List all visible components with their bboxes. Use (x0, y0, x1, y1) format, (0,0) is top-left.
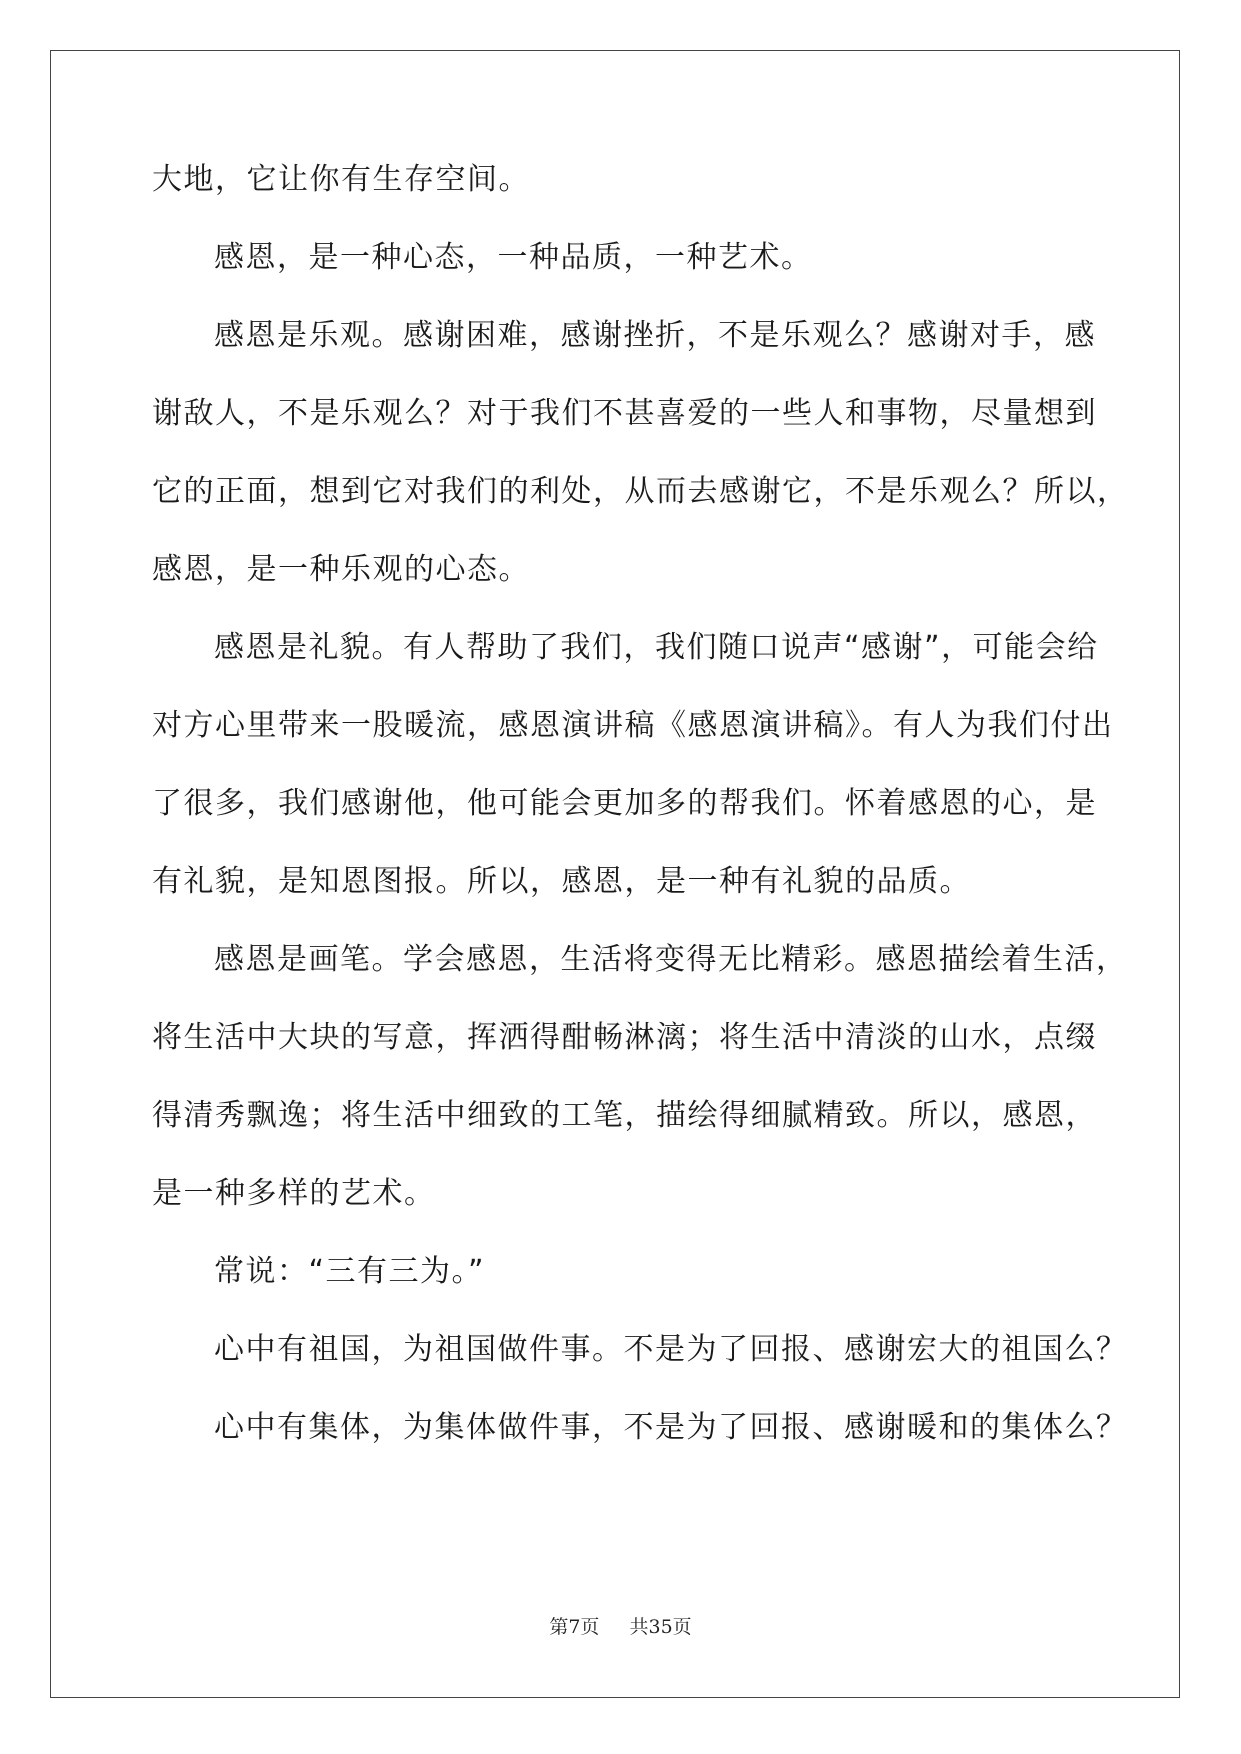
paragraph (152, 630, 1114, 945)
paragraph (152, 240, 1092, 321)
paragraph (152, 942, 1128, 1257)
text-line: 了很多，我们感谢他，他可能会更加多的帮我们。怀着感恩的心，是 (152, 786, 1097, 821)
text-line: 常说：“三有三为。” (214, 1254, 486, 1289)
text-line: 感恩，是一种心态，一种品质，一种艺术。 (214, 240, 813, 275)
text-line: 将生活中大块的写意，挥洒得酣畅淋漓；将生活中清淡的山水，点缀 (152, 1020, 1097, 1055)
text-line: 感恩是乐观。感谢困难，感谢挫折，不是乐观么？感谢对手，感 (214, 318, 1096, 353)
text-line: 谢敌人，不是乐观么？对于我们不甚喜爱的一些人和事物，尽量想到 (152, 396, 1097, 431)
text-line: 心中有祖国，为祖国做件事。不是为了回报、感谢宏大的祖国么？ (214, 1332, 1128, 1367)
text-line: 感恩是礼貌。有人帮助了我们，我们随口说声“感谢”，可能会给 (214, 630, 1099, 665)
text-line: 有礼貌，是知恩图报。所以，感恩，是一种有礼貌的品质。 (152, 864, 971, 899)
text-line: 心中有集体，为集体做件事，不是为了回报、感谢暖和的集体么？ (214, 1410, 1128, 1445)
text-line: 得清秀飘逸；将生活中细致的工笔，描绘得细腻精致。所以，感恩， (152, 1098, 1097, 1133)
text-line: 对方心里带来一股暖流，感恩演讲稿《感恩演讲稿》。有人为我们付出 (152, 708, 1114, 743)
document-body (152, 162, 1129, 1491)
text-line: 它的正面，想到它对我们的利处，从而去感谢它，不是乐观么？所以， (152, 474, 1129, 509)
text-line: 感恩是画笔。学会感恩，生活将变得无比精彩。感恩描绘着生活， (214, 942, 1128, 977)
text-line: 是一种多样的艺术。 (152, 1176, 436, 1211)
paragraph (152, 1332, 1128, 1413)
text-line: 大地，它让你有生存空间。 (152, 162, 530, 197)
paragraph (152, 318, 1129, 633)
page-total: 共35页 (629, 1616, 692, 1638)
page-number: 第7页 (549, 1616, 600, 1638)
paragraph (152, 1410, 1128, 1491)
paragraph (152, 1254, 1092, 1335)
text-line: 感恩，是一种乐观的心态。 (152, 552, 530, 587)
paragraph (152, 162, 1092, 243)
page-footer (0, 1612, 1241, 1639)
